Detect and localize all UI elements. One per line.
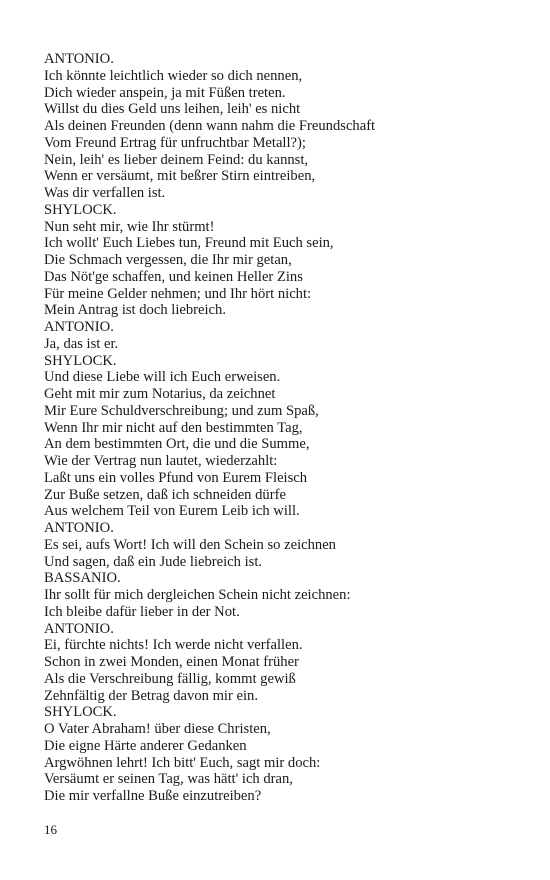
verse-line: Die Schmach vergessen, die Ihr mir getan, (44, 252, 292, 268)
speaker-name: SHYLOCK. (44, 352, 117, 369)
verse-line: Es sei, aufs Wort! Ich will den Schein so zeichnen (44, 536, 336, 553)
verse-line: Dich wieder anspein, ja mit Füßen treten. (44, 84, 286, 101)
verse-line: Die mir verfallne Buße einzutreiben? (44, 788, 262, 804)
verse-line: Ich könnte leichtlich wieder so dich nennen, (44, 67, 303, 84)
speaker-name: SHYLOCK. (44, 201, 117, 218)
speaker-name: ANTONIO. (44, 51, 114, 67)
verse-line: Zur Buße setzen, daß ich schneiden dürfe (44, 486, 286, 503)
verse-line: Ich bleibe dafür lieber in der Not. (44, 603, 240, 620)
verse-line: Wenn er versäumt, mit beßrer Stirn eintreiben, (44, 168, 316, 185)
verse-line: Laßt uns ein volles Pfund von Eurem Fleisch (44, 469, 308, 486)
verse-line: Und sagen, daß ein Jude liebreich ist. (44, 553, 263, 570)
verse-line: Das Nöt'ge schaffen, und keinen Heller Zins (44, 268, 303, 285)
verse-line: Schon in zwei Monden, einen Monat früher (44, 654, 299, 670)
verse-line: Als die Verschreibung fällig, kommt gewiß (44, 670, 296, 687)
verse-line: Und diese Liebe will ich Euch erweisen. (44, 369, 281, 386)
verse-line: Nun seht mir, wie Ihr stürmt! (44, 218, 215, 235)
verse-line: Mir Eure Schuldverschreibung; und zum Spaß, (44, 402, 319, 419)
verse-line: An dem bestimmten Ort, die und die Summe, (44, 436, 310, 453)
verse-line: Wie der Vertrag nun lautet, wiederzahlt: (44, 453, 278, 469)
play-text (44, 51, 524, 805)
verse-line: Als deinen Freunden (denn wann nahm die Freundschaft (44, 118, 376, 134)
verse-line: Willst du dies Geld uns leihen, leih' es nicht (44, 101, 301, 118)
page-number: 16 (44, 822, 57, 837)
verse-line: Geht mit mir zum Notarius, da zeichnet (44, 386, 276, 402)
verse-line: Ja, das ist er. (44, 335, 119, 352)
verse-line: Die eigne Härte anderer Gedanken (44, 737, 247, 754)
verse-line: Ei, fürchte nichts! Ich werde nicht verfallen. (44, 637, 303, 654)
verse-line: Nein, leih' es lieber deinem Feind: du kannst, (44, 151, 309, 168)
verse-line: Zehnfältig der Betrag davon mir ein. (44, 687, 258, 704)
verse-line: Wenn Ihr mir nicht auf den bestimmten Tag, (44, 419, 303, 436)
speaker-name: ANTONIO. (44, 319, 114, 335)
verse-line: Ihr sollt für mich dergleichen Schein nicht zeichnen: (44, 587, 351, 603)
speaker-name: ANTONIO. (44, 620, 114, 637)
verse-line: Ich wollt' Euch Liebes tun, Freund mit Euch sein, (44, 235, 334, 252)
speaker-name: ANTONIO. (44, 520, 114, 536)
verse-line: Aus welchem Teil von Eurem Leib ich will. (44, 503, 300, 520)
verse-line: Argwöhnen lehrt! Ich bitt' Euch, sagt mir doch: (44, 754, 321, 771)
verse-line: Für meine Gelder nehmen; und Ihr hört nicht: (44, 285, 312, 302)
verse-line: Versäumt er seinen Tag, was hätt' ich dran, (44, 771, 293, 788)
speaker-name: BASSANIO. (44, 570, 121, 587)
verse-line: Was dir verfallen ist. (44, 185, 166, 201)
verse-line: Mein Antrag ist doch liebreich. (44, 302, 226, 319)
verse-line: Vom Freund Ertrag für unfruchtbar Metall?); (44, 134, 306, 151)
verse-line: O Vater Abraham! über diese Christen, (44, 721, 271, 737)
speaker-name: SHYLOCK. (44, 704, 117, 721)
